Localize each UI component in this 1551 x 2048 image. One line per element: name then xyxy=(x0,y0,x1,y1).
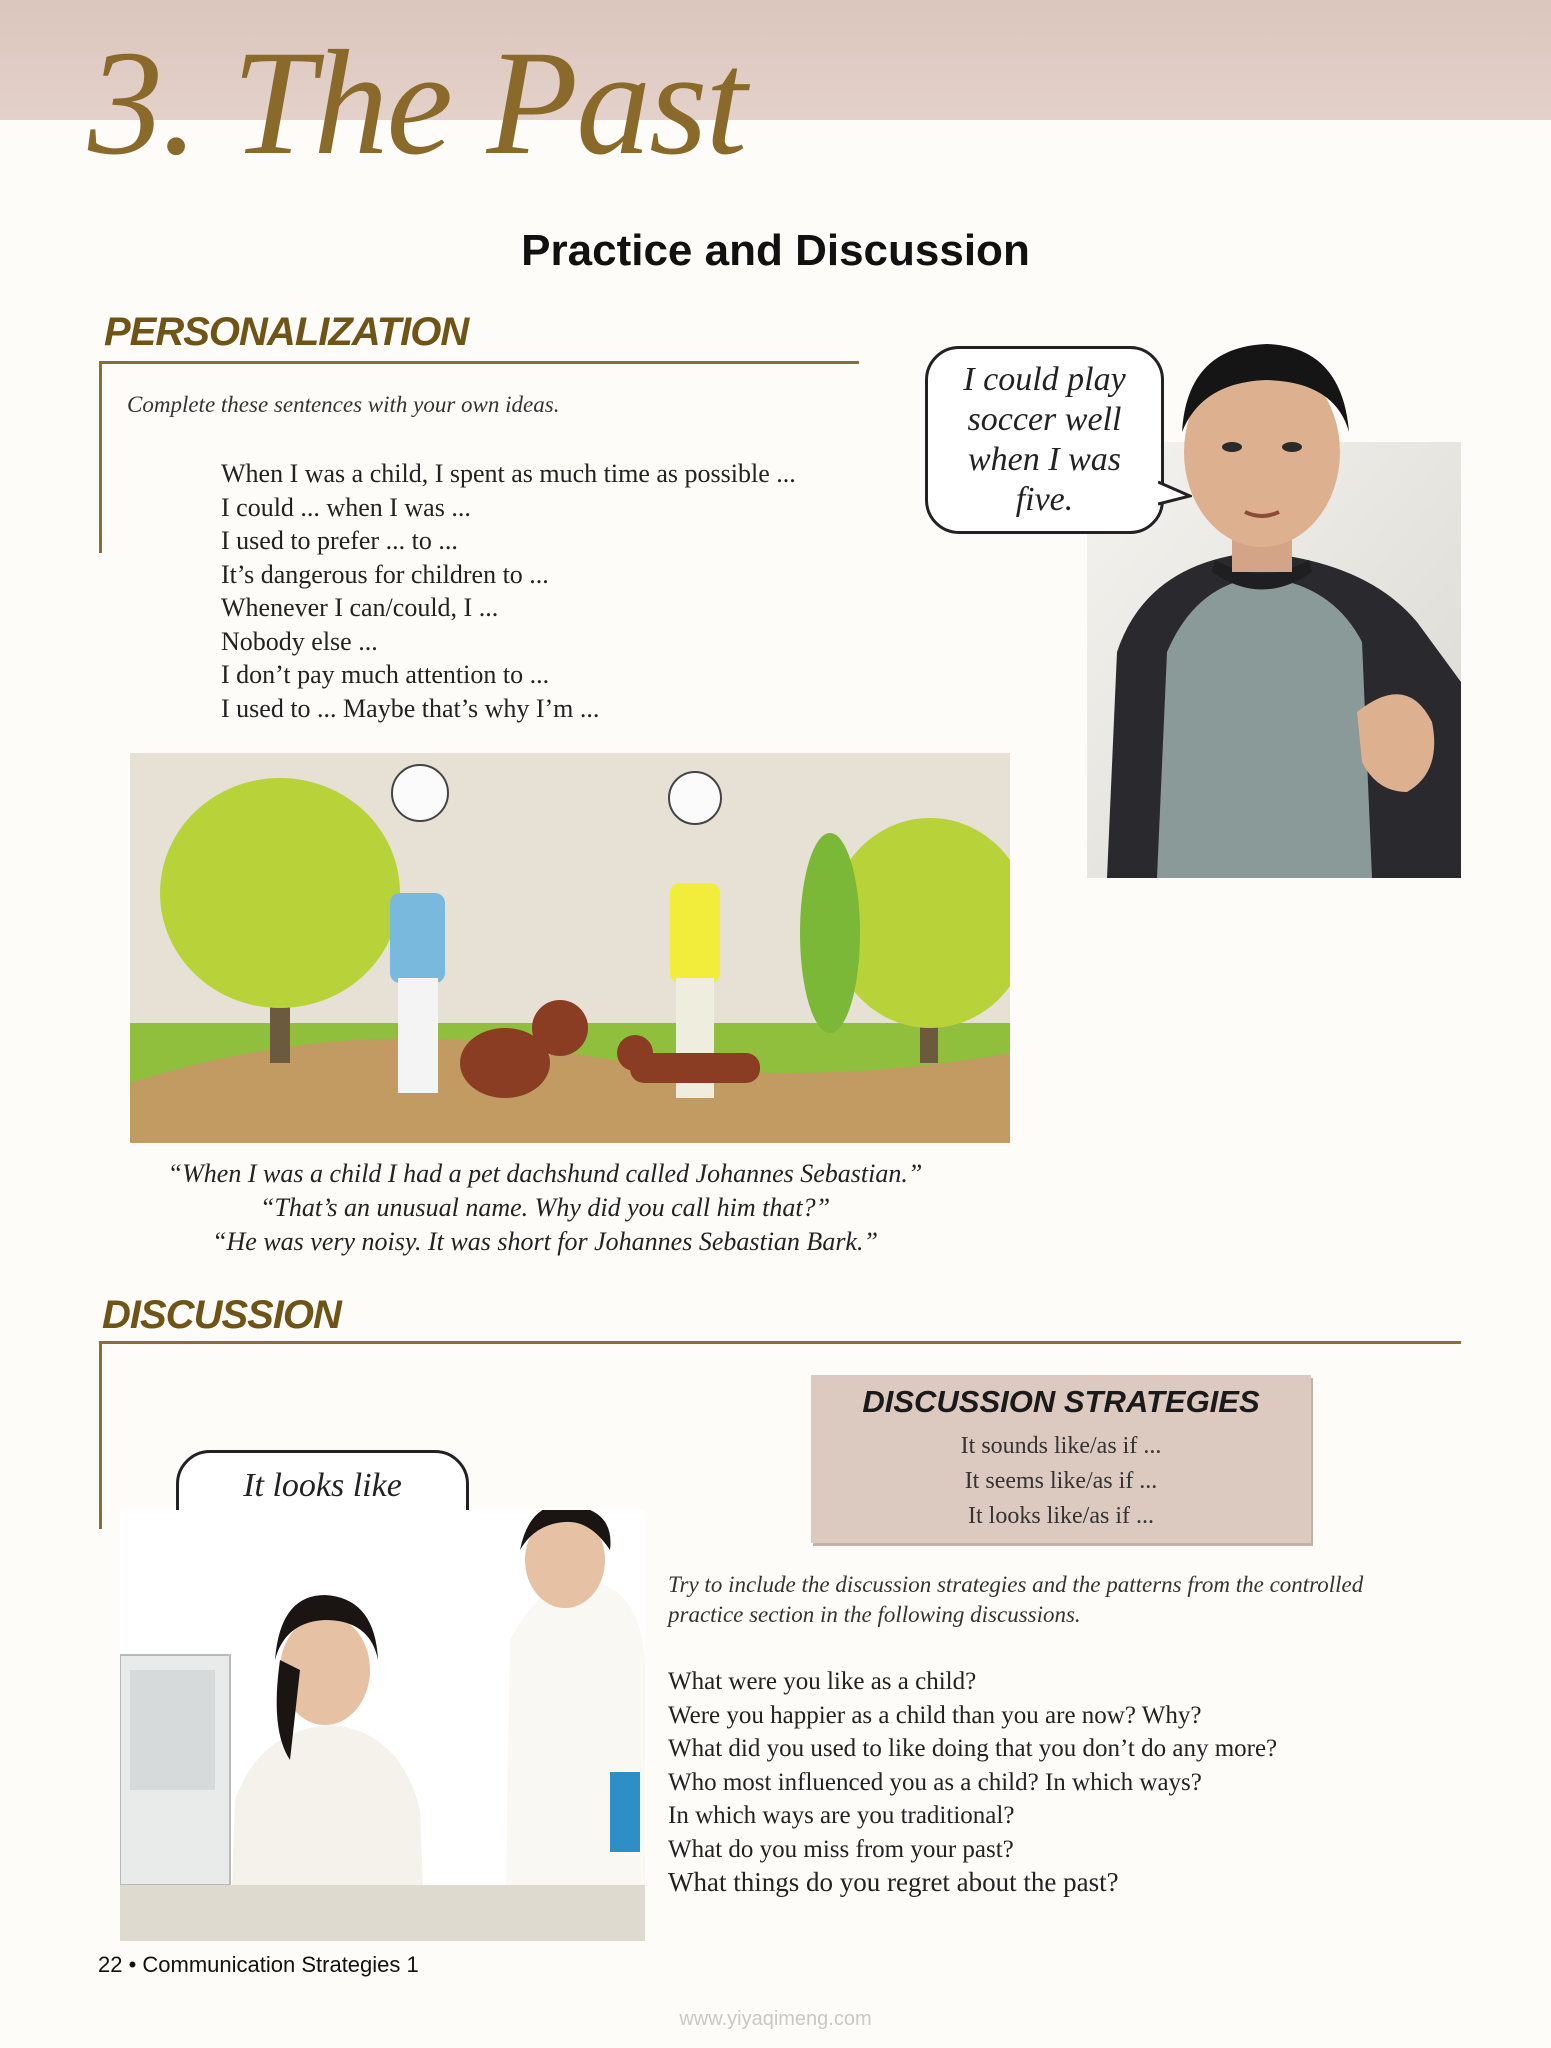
question-item: Were you happier as a child than you are now? Why? xyxy=(668,1701,1202,1729)
speech-bubble-working: It looks like xyxy=(176,1450,469,1598)
cartoon-illustration xyxy=(130,753,1010,1143)
office-photo xyxy=(120,1510,645,1941)
strategy-item: It sounds like/as if ... xyxy=(960,1433,1162,1459)
prompt-item: I used to prefer ... to ... xyxy=(221,526,458,555)
discussion-rule-vertical xyxy=(99,1341,102,1529)
caption-line: “He was very noisy. It was short for Johannes Sebastian Bark.” xyxy=(212,1227,878,1256)
speech-bubble-soccer: I could play soccer well when I was five. xyxy=(925,346,1164,534)
discussion-strategies-box xyxy=(811,1375,1311,1543)
prompt-item: I could ... when I was ... xyxy=(221,492,471,522)
cartoon-caption xyxy=(100,1157,990,1259)
strategy-item: It seems like/as if ... xyxy=(964,1468,1158,1494)
strategy-item: It looks like/as if ... xyxy=(968,1503,1154,1529)
prompt-item: I used to ... Maybe that’s why I’m ... xyxy=(221,693,600,723)
discussion-instruction: Try to include the discussion strategies and the patterns from the controlled practice section in the following discussions. xyxy=(668,1572,1364,1627)
page-subtitle: Practice and Discussion xyxy=(521,226,1030,275)
chapter-title: 3. The Past xyxy=(88,20,746,186)
discussion-questions xyxy=(668,1665,1277,1900)
personalization-heading: PERSONALIZATION xyxy=(104,310,469,354)
personalization-rule-vertical xyxy=(99,361,102,553)
question-item: Who most influenced you as a child? In which ways? xyxy=(668,1768,1202,1796)
prompt-item: When I was a child, I spent as much time as possible ... xyxy=(221,459,796,488)
prompt-list xyxy=(221,457,796,725)
question-item: What do you miss from your past? xyxy=(668,1835,1014,1863)
speech-bubble-tail xyxy=(1158,478,1192,506)
question-item: What were you like as a child? xyxy=(668,1668,977,1695)
strategies-title: DISCUSSION STRATEGIES xyxy=(862,1384,1260,1419)
question-item: What things do you regret about the past? xyxy=(668,1867,1119,1897)
question-item: What did you used to like doing that you don’t do any more? xyxy=(668,1735,1278,1762)
discussion-rule xyxy=(99,1341,1461,1344)
prompt-item: Whenever I can/could, I ... xyxy=(221,593,499,622)
prompt-item: Nobody else ... xyxy=(221,626,378,656)
personalization-instruction: Complete these sentences with your own ideas. xyxy=(127,392,560,417)
prompt-item: It’s dangerous for children to ... xyxy=(221,559,549,589)
question-item: In which ways are you traditional? xyxy=(668,1802,1015,1829)
strategies-list xyxy=(811,1429,1311,1534)
page-footer: 22 • Communication Strategies 1 xyxy=(98,1952,419,1977)
discussion-heading: DISCUSSION xyxy=(102,1293,341,1337)
personalization-rule xyxy=(99,361,859,364)
prompt-item: I don’t pay much attention to ... xyxy=(221,660,550,689)
watermark: www.yiyaqimeng.com xyxy=(679,2008,872,2030)
caption-line: “That’s an unusual name. Why did you call him that?” xyxy=(259,1193,831,1222)
caption-line: “When I was a child I had a pet dachshund called Johannes Sebastian.” xyxy=(167,1159,923,1188)
